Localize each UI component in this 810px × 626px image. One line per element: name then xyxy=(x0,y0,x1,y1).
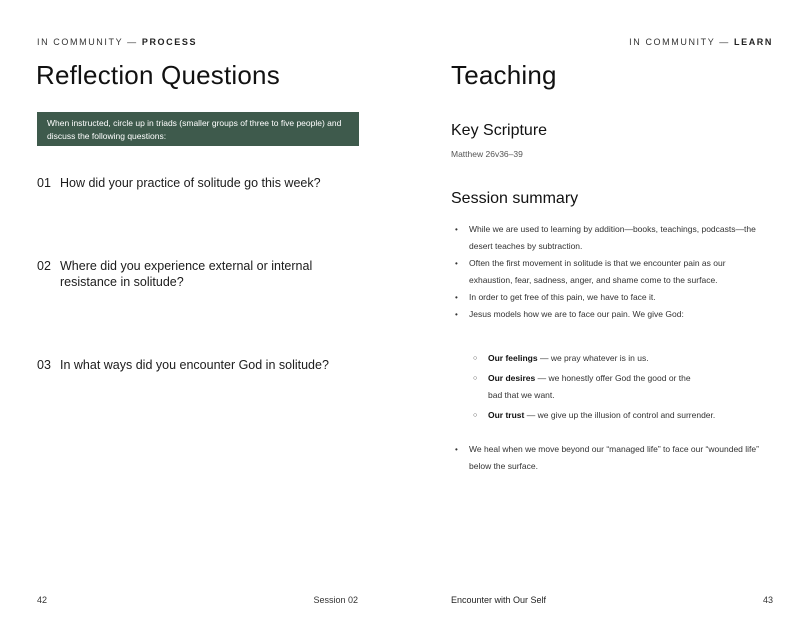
eyebrow-section: IN COMMUNITY — xyxy=(629,37,730,47)
eyebrow-topic: PROCESS xyxy=(141,37,198,47)
question-number: 03 xyxy=(37,358,51,372)
question-number: 02 xyxy=(37,259,51,273)
right-page xyxy=(405,0,810,626)
footer-book-label: Encounter with Our Self xyxy=(451,595,547,605)
eyebrow-section: IN COMMUNITY — xyxy=(37,37,138,47)
question-item xyxy=(37,357,357,373)
give-term: Our feelings xyxy=(488,353,538,363)
instruction-callout: When instructed, circle up in triads (smaller groups of three to five people) and discuss the following questions: xyxy=(37,112,359,146)
give-text: — we pray whatever is in us. xyxy=(537,353,649,363)
give-term: Our trust xyxy=(488,410,525,420)
eyebrow-topic: LEARN xyxy=(734,37,773,47)
question-text: Where did you experience external or internal resistance in solitude? xyxy=(60,259,313,289)
question-text: How did your practice of solitude go this week? xyxy=(60,176,321,190)
page-number: 43 xyxy=(762,595,773,605)
page-title: Teaching xyxy=(451,60,557,90)
summary-heading: Session summary xyxy=(451,190,579,207)
give-god-item xyxy=(469,370,759,404)
give-god-item xyxy=(469,407,759,424)
summary-bullet: • Jesus models how we are to face our pain. We give God: xyxy=(451,306,771,323)
question-number: 01 xyxy=(37,176,51,190)
question-item xyxy=(37,175,357,191)
question-text: In what ways did you encounter God in solitude? xyxy=(60,358,329,372)
section-eyebrow xyxy=(629,37,773,47)
summary-bullet: • In order to get free of this pain, we have to face it. xyxy=(451,289,771,306)
summary-bullet: • While we are used to learning by addition—books, teachings, podcasts—the desert teaches by subtraction. xyxy=(451,221,771,255)
closing-list xyxy=(451,441,771,475)
give-god-list xyxy=(469,350,759,424)
give-god-item xyxy=(469,350,759,367)
summary-bullet: • We heal when we move beyond our “managed life” to face our “wounded life” below the surface. xyxy=(451,441,771,475)
give-text: — we honestly offer God the good or the bad that we want. xyxy=(488,373,691,400)
give-text: — we give up the illusion of control and surrender. xyxy=(524,410,716,420)
give-term: Our desires xyxy=(488,373,536,383)
page-title: Reflection Questions xyxy=(36,60,280,90)
summary-bullet: • Often the first movement in solitude is that we encounter pain as our exhaustion, fear, sadness, anger, and shame come to the surface. xyxy=(451,255,771,289)
summary-list xyxy=(451,221,771,323)
page-number: 42 xyxy=(37,595,48,605)
section-eyebrow xyxy=(37,37,197,47)
scripture-reference: Matthew 26v36–39 xyxy=(451,149,523,159)
question-item xyxy=(37,258,357,290)
footer-session-label: Session 02 xyxy=(313,595,358,605)
key-scripture-heading: Key Scripture xyxy=(451,122,548,139)
